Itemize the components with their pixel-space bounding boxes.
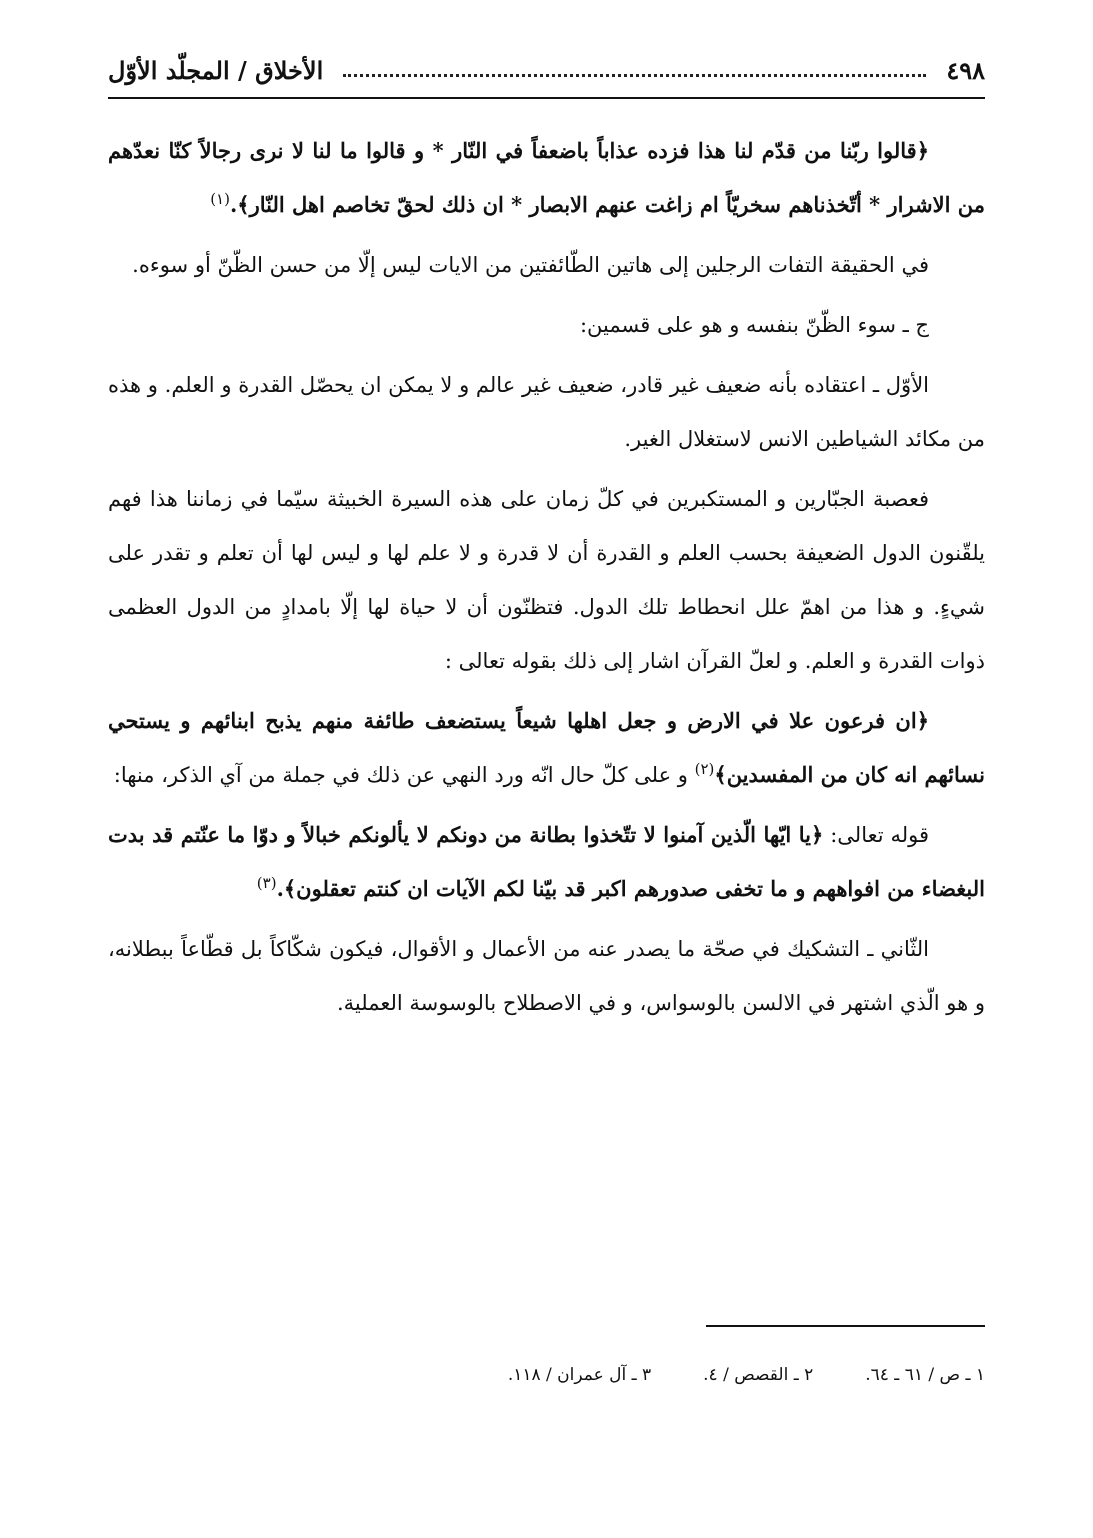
paragraph-verse-1 [108, 124, 985, 232]
body-text [108, 124, 985, 1036]
paragraph-5: فعصبة الجبّارين و المستكبرين في كلّ زمان على هذه السيرة الخبيثة سيّما في زماننا هذا فهم يلقّنون الدول الضعيفة بحسب العلم و القدرة أن لا قدرة و لا علم لها و ليس لها أن تعلم و تقدر على شيءٍ. و هذا من اهمّ علل انحطاط تلك الدول. فتظنّون أن لا حياة لها إلّا بامدادٍ من الدول العظمى ذوات القدرة و العلم. و لعلّ القرآن اشار إلى ذلك بقوله تعالى : [108, 487, 985, 673]
footnote-ref-2: (٢) [694, 760, 715, 778]
paragraph-text: و على كلّ حال انّه ورد النهي عن ذلك في جملة من آي الذكر، منها: [113, 763, 695, 787]
footnote-3: ٣ ـ آل عمران / ١١٨. [507, 1365, 652, 1385]
footnote-2: ٢ ـ القصص / ٤. [703, 1365, 814, 1385]
footnotes [108, 1360, 985, 1390]
paragraph-verse-2 [108, 694, 985, 802]
footnote-1: ١ ـ ص / ٦١ ـ ٦٤. [865, 1365, 985, 1385]
running-header [108, 48, 985, 92]
paragraph-text: قوله تعالى: [823, 823, 929, 847]
footnote-ref-3: (٣) [256, 874, 277, 892]
footnote-rule [706, 1325, 985, 1327]
paragraph-verse-3 [108, 808, 985, 916]
footnote-ref-1: (١) [210, 190, 230, 208]
paragraph-3: ج ـ سوء الظّنّ بنفسه و هو على قسمين: [579, 313, 929, 337]
paragraph-8: الثّاني ـ التشكيك في صحّة ما يصدر عنه من الأعمال و الأقوال، فيكون شكّاكاً بل قطّاعاً ببطلانه، و هو الّذي اشتهر في الالسن بالوسواس، و في الاصطلاح بالوسوسة العملية. [108, 937, 985, 1015]
book-title: الأخلاق / المجلّد الأوّل [108, 55, 324, 85]
page-number: ٤٩٨ [946, 55, 985, 85]
quran-verse: ﴿قالوا ربّنا من قدّم لنا هذا فزده عذاباً باضعفاً في النّار * و قالوا ما لنا لا نرى رجالاً كنّا نعدّهم من الاشرار * أتّخذناهم سخريّاً ام زاغت عنهم الابصار * ان ذلك لحقّ تخاصم اهل النّار﴾. [108, 138, 985, 217]
header-rule [108, 97, 985, 99]
quran-verse: ﴿يا ايّها الّذين آمنوا لا تتّخذوا بطانة من دونكم لا يألونكم خبالاً و دوّا ما عنّتم قد بدت البغضاء من افواههم و ما تخفى صدورهم اكبر قد بيّنا لكم الآيات ان كنتم تعقلون﴾. [108, 822, 985, 901]
header-dot-leader [343, 74, 926, 77]
paragraph-2: في الحقيقة التفات الرجلين إلى هاتين الطّائفتين من الايات ليس إلّا من حسن الظّنّ أو سوءه. [132, 253, 929, 277]
quran-verse: ﴿ان فرعون علا في الارض و جعل اهلها شيعاً يستضعف طائفة منهم يذبح ابنائهم و يستحي نسائهم انه كان من المفسدين﴾ [108, 708, 985, 787]
paragraph-4: الأوّل ـ اعتقاده بأنه ضعيف غير قادر، ضعيف غير عالم و لا يمكن ان يحصّل القدرة و العلم. و هذه من مكائد الشياطين الانس لاستغلال الغير. [108, 373, 985, 451]
